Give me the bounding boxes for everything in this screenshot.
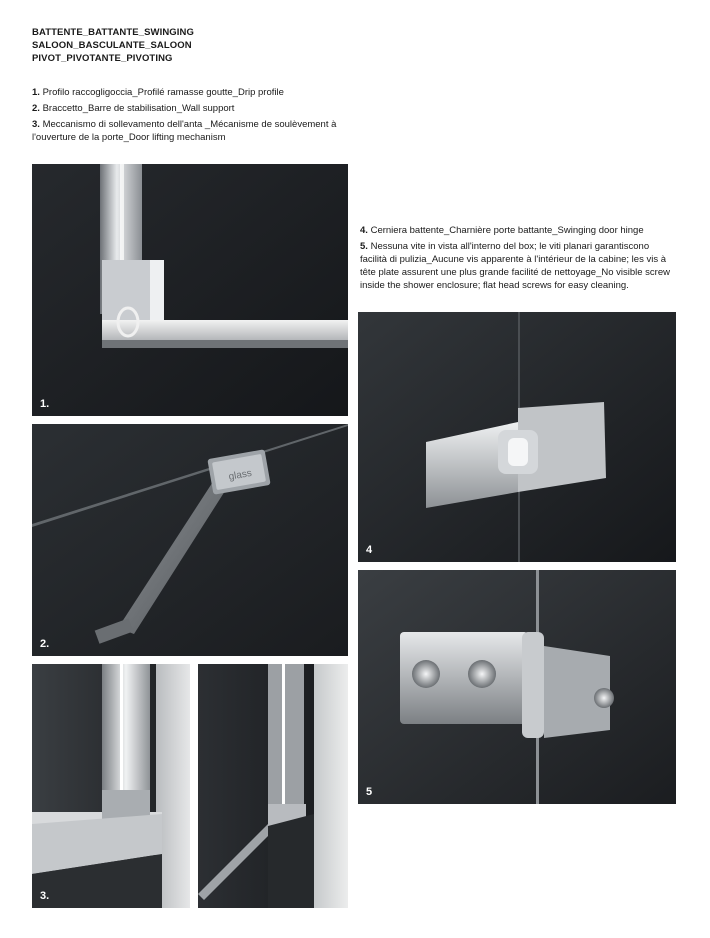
photo-label-2: 2. <box>40 638 50 650</box>
photo-drip-profile <box>32 164 348 416</box>
caption-2: 2. Braccetto_Barre de stabilisation_Wall support <box>32 103 235 114</box>
photo-lifting-mechanism-a <box>32 664 190 908</box>
photo-label-1: 1. <box>40 398 50 410</box>
heading-line-swinging: BATTENTE_BATTANTE_SWINGING <box>32 27 194 38</box>
captions-right <box>360 224 678 295</box>
caption-1: 1. Profilo raccogligoccia_Profilé ramasse goutte_Drip profile <box>32 87 284 98</box>
photo-swinging-hinge <box>358 312 676 562</box>
photo-lifting-mechanism-b <box>198 664 348 908</box>
photo-flat-screws <box>358 570 676 804</box>
caption-5: 5. Nessuna vite in vista all'interno del box; le viti planari garantiscono facilità di pulizia_Aucune vis apparente à l'intérieur de la cabine; les vis à tête plate assurent une plus grande facilité de nettoyage_No visible screw inside the shower enclosure; flat head screws for easy cleaning. <box>360 241 670 291</box>
heading-line-saloon: SALOON_BASCULANTE_SALOON <box>32 40 192 51</box>
heading-line-pivot: PIVOT_PIVOTANTE_PIVOTING <box>32 53 173 64</box>
photo-label-5: 5 <box>366 786 373 798</box>
caption-3: 3. Meccanismo di sollevamento dell'anta _Mécanisme de soulèvement à l'ouverture de la porte_Door lifting mechanism <box>32 119 337 143</box>
photo-label-3: 3. <box>40 890 50 902</box>
caption-4: 4. Cerniera battente_Charnière porte battante_Swinging door hinge <box>360 225 644 236</box>
captions-left <box>32 86 352 147</box>
photo-wall-support <box>32 424 348 656</box>
glass-logo-text: glass <box>227 467 253 483</box>
page-heading <box>32 26 194 65</box>
photo-label-4: 4 <box>366 544 373 556</box>
